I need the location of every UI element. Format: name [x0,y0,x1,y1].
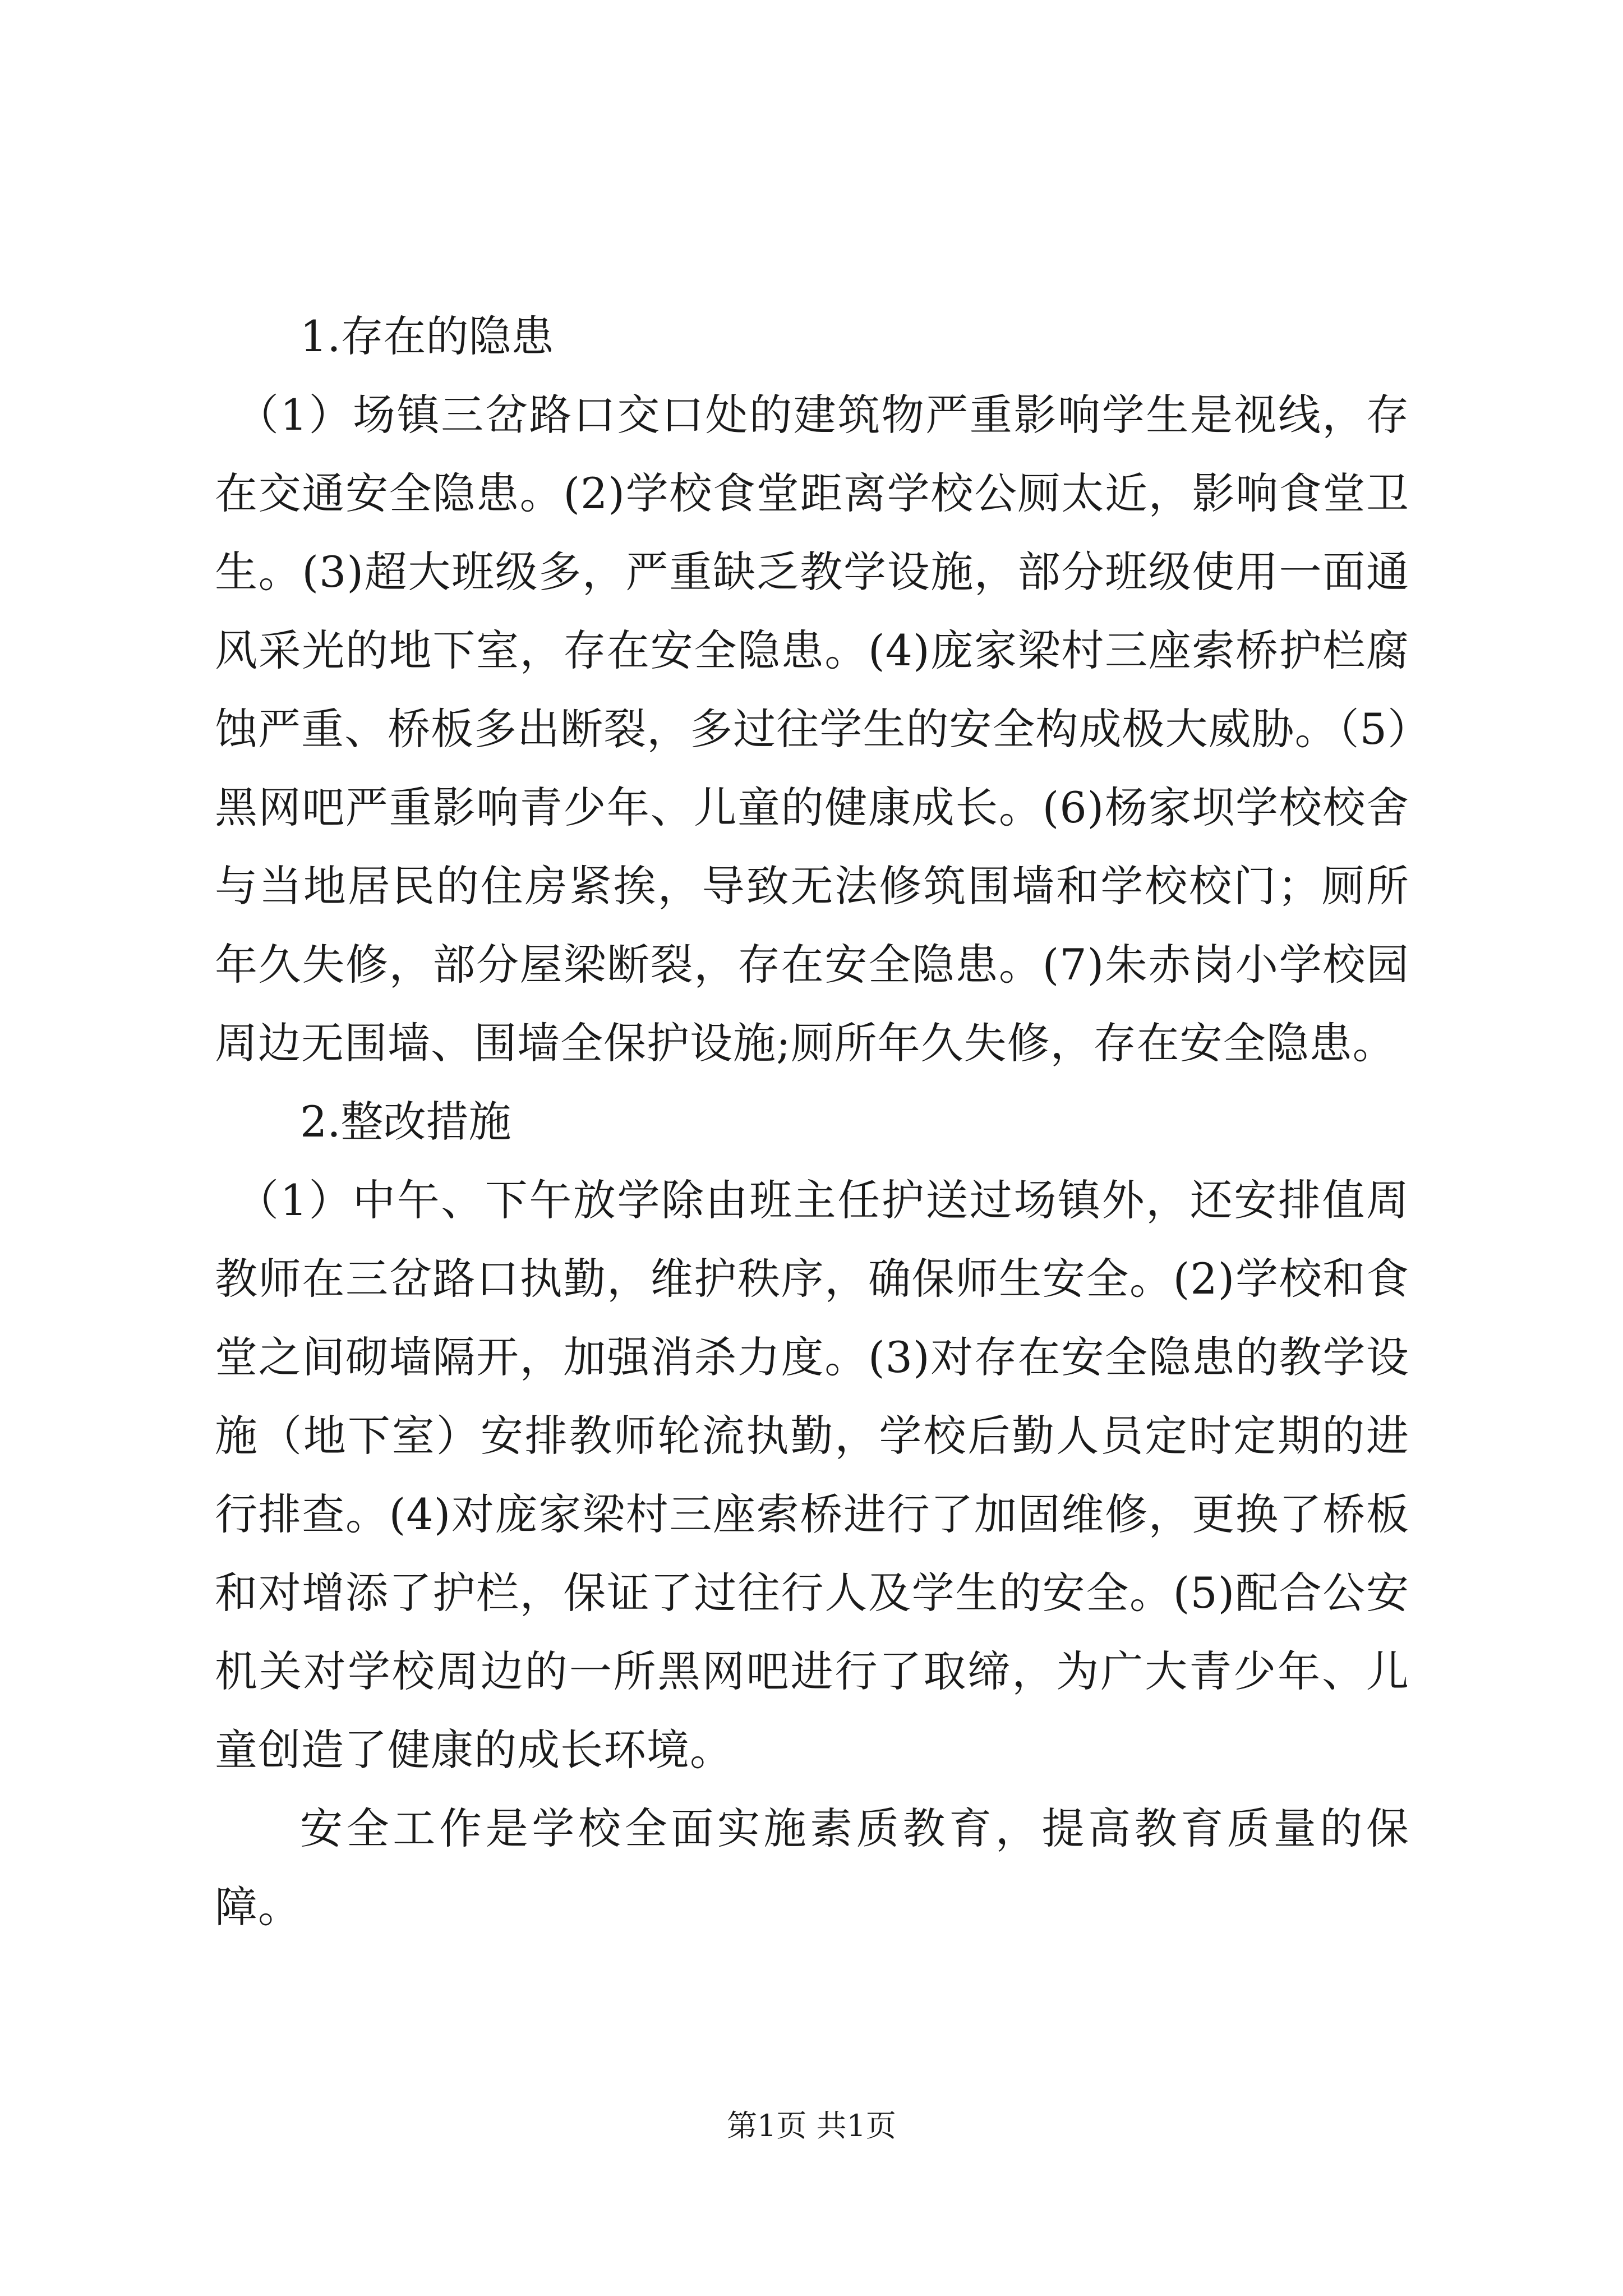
closing-paragraph: 安全工作是学校全面实施素质教育，提高教育质量的保障。 [215,1803,1409,1932]
section-body-hazards: （1）场镇三岔路口交口处的建筑物严重影响学生是视线，存在交通安全隐患。(2)学校食堂距离学校公厕太近，影响食堂卫生。(3)超大班级多，严重缺乏教学设施，部分班级使用一面通风采光的地下室，存在安全隐患。(4)庞家梁村三座索桥护栏腐蚀严重、桥板多出断裂，多过往学生的安全构成极大威胁。（5）黑网吧严重影响青少年、儿童的健康成长。(6)杨家坝学校校舍与当地居民的住房紧挨，导致无法修筑围墙和学校校门；厕所年久失修，部分屋梁断裂，存在安全隐患。(7)朱赤岗小学校园周边无围墙、围墙全保护设施;厕所年久失修，存在安全隐患。 [215,390,1409,1068]
section-heading-hazards: 1.存在的隐患 [300,311,554,361]
document-body [215,297,1409,1947]
section-body-measures: （1）中午、下午放学除由班主任护送过场镇外，还安排值周教师在三岔路口执勤，维护秩序，确保师生安全。(2)学校和食堂之间砌墙隔开，加强消杀力度。(3)对存在安全隐患的教学设施（地下室）安排教师轮流执勤，学校后勤人员定时定期的进行排查。(4)对庞家梁村三座索桥进行了加固维修，更换了桥板和对增添了护栏，保证了过往行人及学生的安全。(5)配合公安机关对学校周边的一所黑网吧进行了取缔，为广大青少年、儿童创造了健康的成长环境。 [215,1175,1409,1775]
section-heading-measures: 2.整改措施 [300,1097,511,1147]
page-number-footer: 第1页 共1页 [727,2108,896,2143]
